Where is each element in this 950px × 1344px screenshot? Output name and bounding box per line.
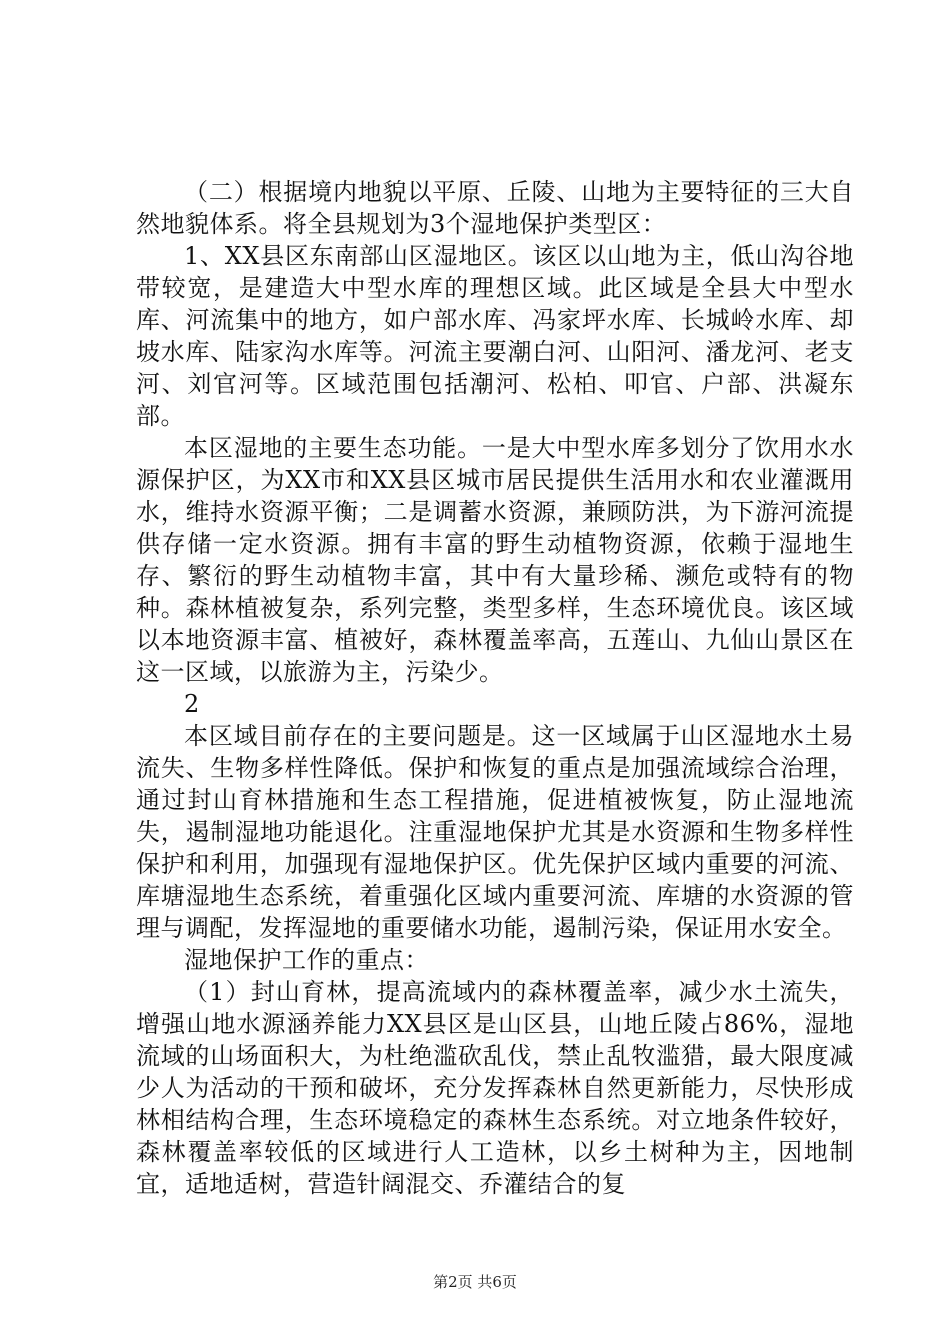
paragraph-zoning-intro: （二）根据境内地貌以平原、丘陵、山地为主要特征的三大自然地貌体系。将全县规划为3个湿地保护类型区：	[136, 178, 854, 238]
paragraph-main-problems: 本区域目前存在的主要问题是。这一区域属于山区湿地水土易流失、生物多样性降低。保护和恢复的重点是加强流域综合治理，通过封山育林措施和生态工程措施，促进植被恢复，防止湿地流失，遏制湿地功能退化。注重湿地保护尤其是水资源和生物多样性保护和利用，加强现有湿地保护区。优先保护区域内重要的河流、库塘湿地生态系统，着重强化区域内重要河流、库塘的水资源的管理与调配，发挥湿地的重要储水功能，遏制污染，保证用水安全。	[136, 722, 854, 942]
document-body	[136, 176, 854, 1200]
paragraph-southeast-mountain-zone: 1、XX县区东南部山区湿地区。该区以山地为主，低山沟谷地带较宽，是建造大中型水库的理想区域。此区域是全县大中型水库、河流集中的地方，如户部水库、冯家坪水库、长城岭水库、却坡水库、陆家沟水库等。河流主要潮白河、山阳河、潘龙河、老支河、刘官河等。区域范围包括潮河、松柏、叩官、户部、洪凝东部。	[136, 242, 854, 430]
paragraph-afforestation: （1）封山育林，提高流域内的森林覆盖率，减少水土流失，增强山地水源涵养能力XX县区是山区县，山地丘陵占86%，湿地流域的山场面积大，为杜绝滥砍乱伐，禁止乱牧滥猎，最大限度减少人为活动的干预和破坏，充分发挥森林自然更新能力，尽快形成林相结构合理，生态环境稳定的森林生态系统。对立地条件较好，森林覆盖率较低的区域进行人工造林，以乡土树种为主，因地制宜，适地适树，营造针阔混交、乔灌结合的复	[136, 978, 854, 1198]
paragraph-number: 2	[184, 690, 200, 718]
paragraph-key-work-heading: 湿地保护工作的重点：	[184, 946, 429, 974]
page-footer: 第2页 共6页	[433, 1273, 517, 1291]
paragraph-ecological-function: 本区湿地的主要生态功能。一是大中型水库多划分了饮用水水源保护区，为XX市和XX县区城市居民提供生活用水和农业灌溉用水，维持水资源平衡；二是调蓄水资源，兼顾防洪，为下游河流提供存储一定水资源。拥有丰富的野生动植物资源，依赖于湿地生存、繁衍的野生动植物丰富，其中有大量珍稀、濒危或特有的物种。森林植被复杂，系列完整，类型多样，生态环境优良。该区域以本地资源丰富、植被好，森林覆盖率高，五莲山、九仙山景区在这一区域，以旅游为主，污染少。	[136, 434, 854, 686]
